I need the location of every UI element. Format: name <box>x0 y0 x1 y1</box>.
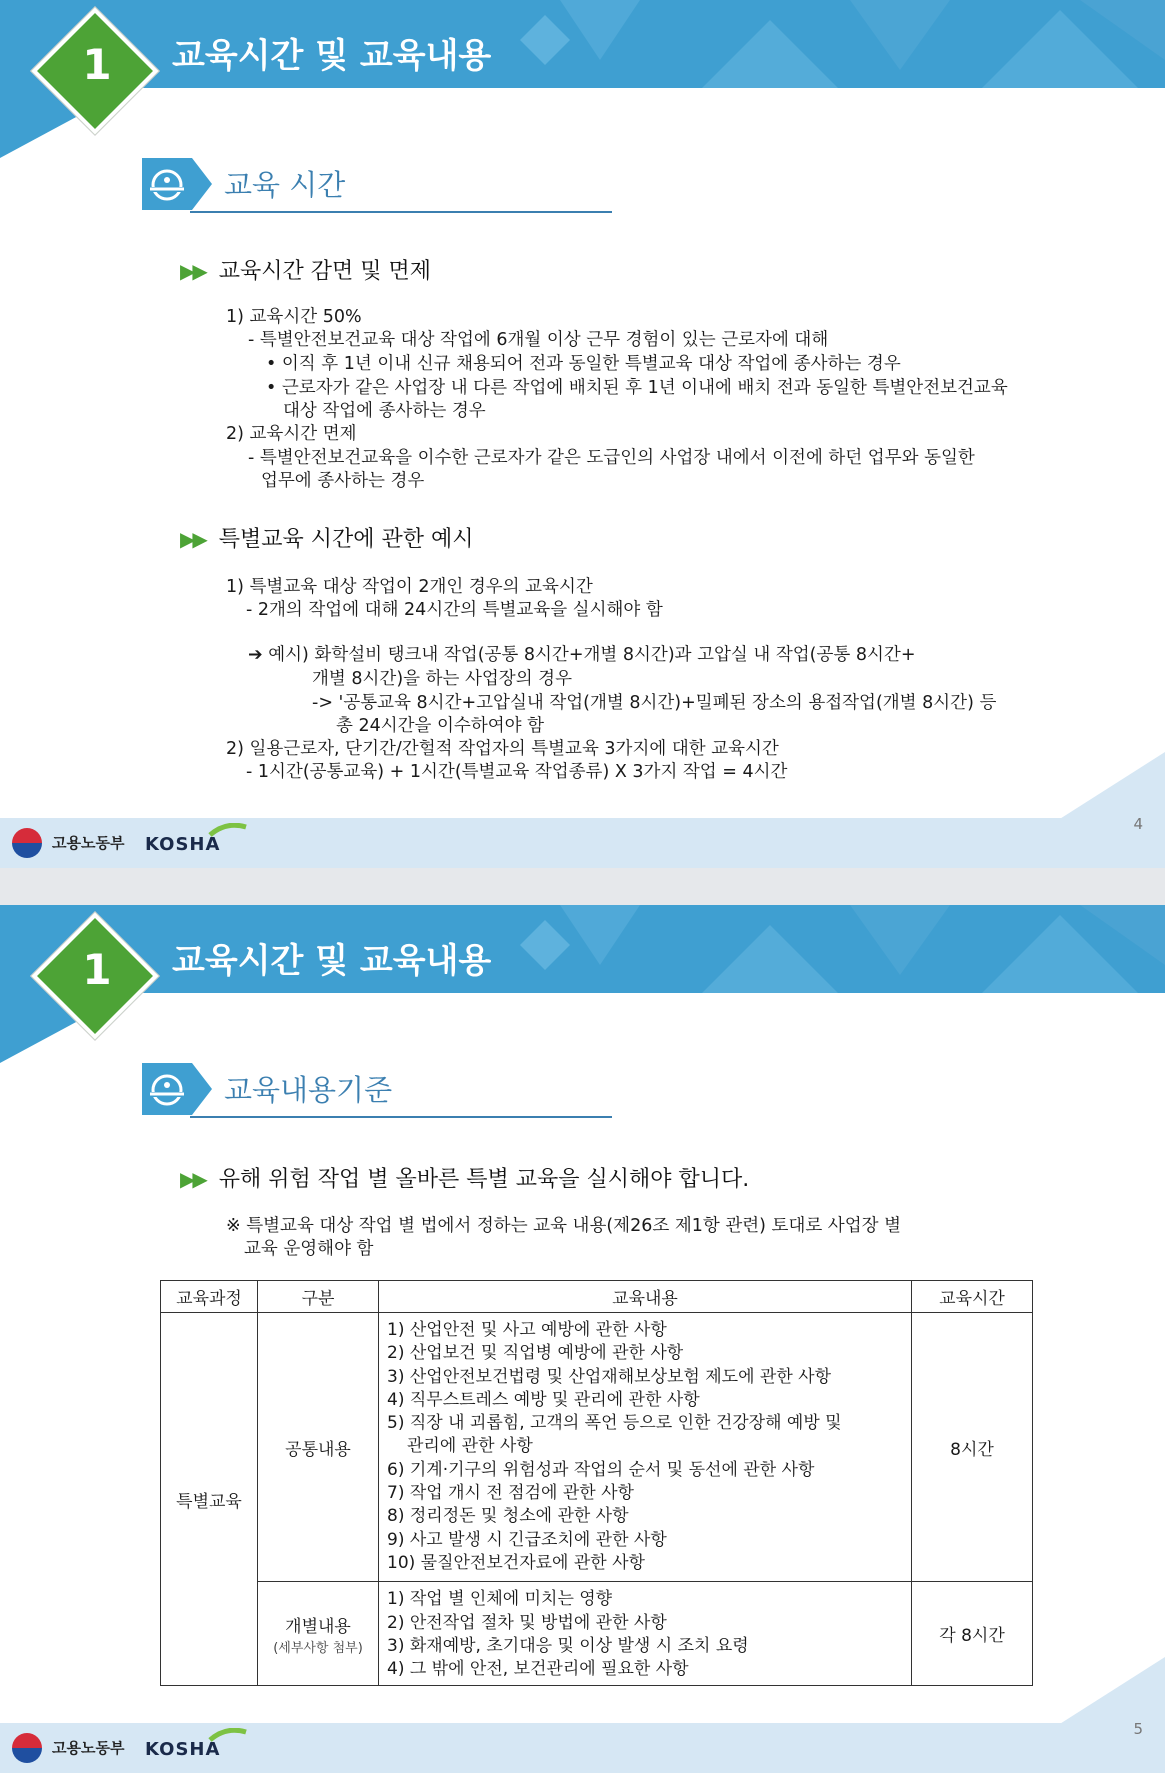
table-row <box>161 1582 1033 1686</box>
kosha-logo-icon <box>208 1728 248 1742</box>
table-header-row <box>161 1281 1033 1313</box>
section-arrow <box>192 158 212 210</box>
category-note: (세부사항 첨부) <box>273 1640 363 1656</box>
list-item: 3) 화재예방, 초기대응 및 이상 발생 시 조치 요령 <box>387 1635 749 1656</box>
korea-emblem-icon <box>12 1733 42 1763</box>
text-line: 1) 특별교육 대상 작업이 2개인 경우의 교육시간 <box>226 577 593 597</box>
double-arrow-icon: ▶▶ <box>180 259 205 283</box>
footer-org: 고용노동부 <box>52 834 125 852</box>
text-line: - 특별안전보건교육을 이수한 근로자가 같은 도급인의 사업장 내에서 이전에 하던 업무와 동일한 <box>248 448 975 468</box>
content-cell <box>379 1313 912 1582</box>
page-title: 교육시간 및 교육내용 <box>172 36 492 76</box>
text-line: • 근로자가 같은 사업장 내 다른 작업에 배치된 후 1년 이내에 배치 전과 동일한 특별안전보건교육 <box>266 378 1008 398</box>
table-header: 교육내용 <box>379 1281 912 1313</box>
bullet-heading <box>180 254 431 285</box>
section-number: 1 <box>82 945 112 994</box>
section-number: 1 <box>82 40 112 89</box>
list-item: 6) 기계·기구의 위험성과 작업의 순서 및 동선에 관한 사항 <box>387 1459 815 1480</box>
category-cell <box>258 1582 379 1686</box>
text-line: 대상 작업에 종사하는 경우 <box>283 401 486 421</box>
text-line: 총 24시간을 이수하여야 함 <box>336 716 545 736</box>
helmet-icon <box>142 1063 192 1115</box>
bullet-heading <box>180 1162 749 1193</box>
footer-corner <box>1055 752 1165 822</box>
page-number: 5 <box>1133 1720 1143 1738</box>
kosha-logo-icon <box>208 823 248 837</box>
section-arrow <box>192 1063 212 1115</box>
page-title: 교육시간 및 교육내용 <box>172 941 492 981</box>
list-item: 3) 산업안전보건법령 및 산업재해보상보험 제도에 관한 사항 <box>387 1366 831 1387</box>
section-title: 교육내용기준 <box>224 1073 393 1107</box>
list-item: 2) 산업보건 및 직업병 예방에 관한 사항 <box>387 1343 684 1364</box>
list-item: 4) 직무스트레스 예방 및 관리에 관한 사항 <box>387 1389 700 1410</box>
text-line: - 특별안전보건교육 대상 작업에 6개월 이상 근무 경험이 있는 근로자에 대해 <box>248 330 829 350</box>
section-underline <box>190 211 612 213</box>
bullet-heading <box>180 522 474 553</box>
list-item: 8) 정리정돈 및 청소에 관한 사항 <box>387 1506 629 1527</box>
table-header: 구분 <box>258 1281 379 1313</box>
category-label: 공통내용 <box>285 1439 351 1460</box>
text-line: 2) 일용근로자, 단기간/간헐적 작업자의 특별교육 3가지에 대한 교육시간 <box>226 739 779 759</box>
category-cell <box>258 1313 379 1582</box>
table-row <box>161 1313 1033 1582</box>
text-line: • 이직 후 1년 이내 신규 채용되어 전과 동일한 특별교육 대상 작업에 종사하는 경우 <box>266 354 901 374</box>
list-item: 1) 산업안전 및 사고 예방에 관한 사항 <box>387 1320 667 1340</box>
table-header: 교육시간 <box>912 1281 1033 1313</box>
time-cell: 8시간 <box>912 1313 1033 1582</box>
list-item: 관리에 관한 사항 <box>407 1436 533 1457</box>
bullet-text: 유해 위험 작업 별 올바른 특별 교육을 실시해야 합니다. <box>218 1167 750 1192</box>
slide-page-5 <box>0 905 1165 1773</box>
bullet-text: 교육시간 감면 및 면제 <box>218 259 432 284</box>
content-cell <box>379 1582 912 1686</box>
text-line: ➔ 예시) 화학설비 탱크내 작업(공통 8시간+개별 8시간)과 고압실 내 작업(공통 8시간+ <box>248 645 916 665</box>
list-item: 2) 안전작업 절차 및 방법에 관한 사항 <box>387 1612 667 1633</box>
double-arrow-icon: ▶▶ <box>180 527 205 551</box>
note-line: ※ 특별교육 대상 작업 별 법에서 정하는 교육 내용(제26조 제1항 관련) 토대로 사업장 별 <box>226 1216 901 1236</box>
text-line: - 2개의 작업에 대해 24시간의 특별교육을 실시해야 함 <box>246 600 663 620</box>
footer-org: 고용노동부 <box>52 1739 125 1757</box>
bullet-text: 특별교육 시간에 관한 예시 <box>218 527 474 552</box>
list-item: 5) 직장 내 괴롭힘, 고객의 폭언 등으로 인한 건강장해 예방 및 <box>387 1413 842 1434</box>
slide-page-4 <box>0 0 1165 868</box>
list-item: 9) 사고 발생 시 긴급조치에 관한 사항 <box>387 1529 667 1550</box>
list-item: 7) 작업 개시 전 점검에 관한 사항 <box>387 1483 634 1504</box>
time-cell: 각 8시간 <box>912 1582 1033 1686</box>
text-line: 1) 교육시간 50% <box>226 307 362 327</box>
helmet-icon <box>142 158 192 210</box>
footer-corner <box>1055 1657 1165 1727</box>
text-line: 개별 8시간)을 하는 사업장의 경우 <box>312 669 572 689</box>
text-line: -> '공통교육 8시간+고압실내 작업(개별 8시간)+밀폐된 장소의 용접작업(개별 8시간) 등 <box>312 693 997 713</box>
list-item: 10) 물질안전보건자료에 관한 사항 <box>387 1552 645 1573</box>
table-header: 교육과정 <box>161 1281 258 1313</box>
double-arrow-icon: ▶▶ <box>180 1167 205 1191</box>
section-underline <box>190 1116 612 1118</box>
text-line: 2) 교육시간 면제 <box>226 424 357 444</box>
korea-emblem-icon <box>12 828 42 858</box>
education-table <box>160 1280 1033 1686</box>
list-item: 4) 그 밖에 안전, 보건관리에 필요한 사항 <box>387 1659 689 1680</box>
text-line: 업무에 종사하는 경우 <box>261 471 425 491</box>
note-line: 교육 운영해야 함 <box>244 1239 374 1259</box>
category-label: 개별내용 <box>285 1616 351 1637</box>
footer-brand: KOSHA <box>145 834 221 855</box>
text-line: - 1시간(공통교육) + 1시간(특별교육 작업종류) X 3가지 작업 = 4시간 <box>246 762 788 782</box>
footer-brand: KOSHA <box>145 1739 221 1760</box>
course-cell: 특별교육 <box>161 1313 258 1686</box>
list-item: 1) 작업 별 인체에 미치는 영향 <box>387 1589 613 1610</box>
page-number: 4 <box>1133 815 1143 833</box>
section-title: 교육 시간 <box>224 168 346 202</box>
page-gap <box>0 868 1165 905</box>
